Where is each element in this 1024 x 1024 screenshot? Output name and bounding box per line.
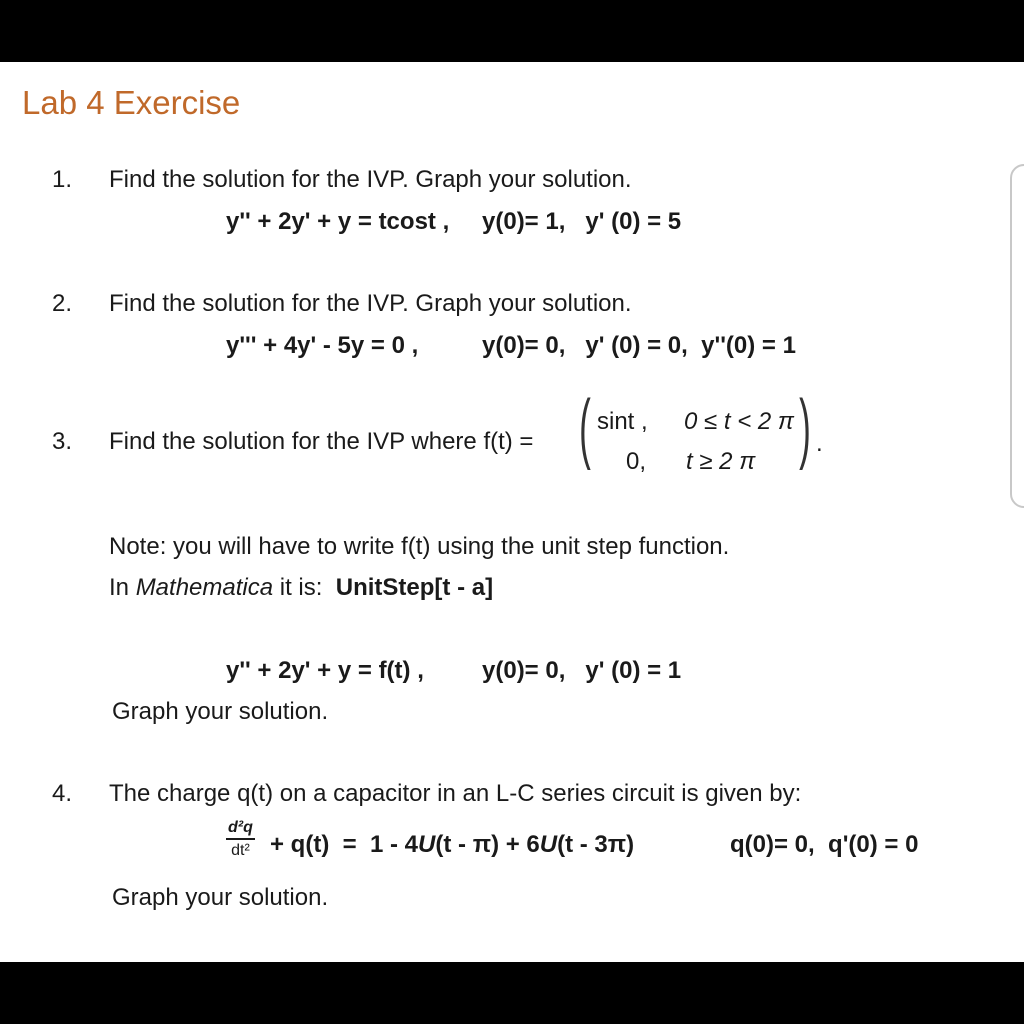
problem-4-number: 4. — [52, 780, 73, 807]
problem-1-number: 1. — [52, 166, 73, 193]
problem-4-graph-note: Graph your solution. — [112, 884, 329, 911]
problem-3-number: 3. — [52, 428, 73, 455]
piecewise-period: . — [816, 430, 823, 457]
right-parenthesis: ) — [799, 383, 811, 471]
problem-1-conditions: y(0)= 1, y' (0) = 5 — [482, 208, 682, 235]
note-line-2: In Mathematica it is: UnitStep[t - a] — [109, 574, 494, 601]
piecewise-expr-1: sint , — [597, 408, 648, 435]
problem-3-graph-note: Graph your solution. — [112, 698, 329, 725]
document-page — [0, 62, 1024, 962]
problem-4-equation: + q(t) = 1 - 4U(t - π) + 6U(t - 3π) — [270, 831, 635, 858]
problem-3-conditions: y(0)= 0, y' (0) = 1 — [482, 657, 682, 684]
problem-4-text: The charge q(t) on a capacitor in an L-C series circuit is given by: — [109, 780, 802, 807]
problem-3-text: Find the solution for the IVP where f(t) = — [109, 428, 534, 455]
piecewise-expr-2: 0, — [626, 448, 647, 475]
problem-2-equation: y''' + 4y' - 5y = 0 , — [226, 332, 419, 359]
page-title: Lab 4 Exercise — [22, 84, 241, 121]
problem-2-conditions: y(0)= 0, y' (0) = 0, y''(0) = 1 — [482, 332, 796, 359]
fraction-numerator: d²q — [226, 819, 255, 840]
piecewise-cond-1: 0 ≤ t < 2 π — [684, 408, 794, 435]
fraction-denominator: dt² — [231, 842, 250, 859]
left-parenthesis: ( — [579, 383, 591, 471]
problem-2-text: Find the solution for the IVP. Graph your solution. — [109, 290, 632, 317]
problem-1-equation: y'' + 2y' + y = tcost , — [226, 208, 450, 235]
problem-1-text: Find the solution for the IVP. Graph your solution. — [109, 166, 632, 193]
problem-4-conditions: q(0)= 0, q'(0) = 0 — [730, 831, 919, 858]
piecewise-cond-2: t ≥ 2 π — [686, 448, 756, 475]
derivative-fraction — [226, 819, 255, 860]
problem-3-equation: y'' + 2y' + y = f(t) , — [226, 657, 424, 684]
problem-2-number: 2. — [52, 290, 73, 317]
note-line-1: Note: you will have to write f(t) using the unit step function. — [109, 533, 730, 560]
side-panel-handle[interactable] — [1010, 164, 1024, 508]
